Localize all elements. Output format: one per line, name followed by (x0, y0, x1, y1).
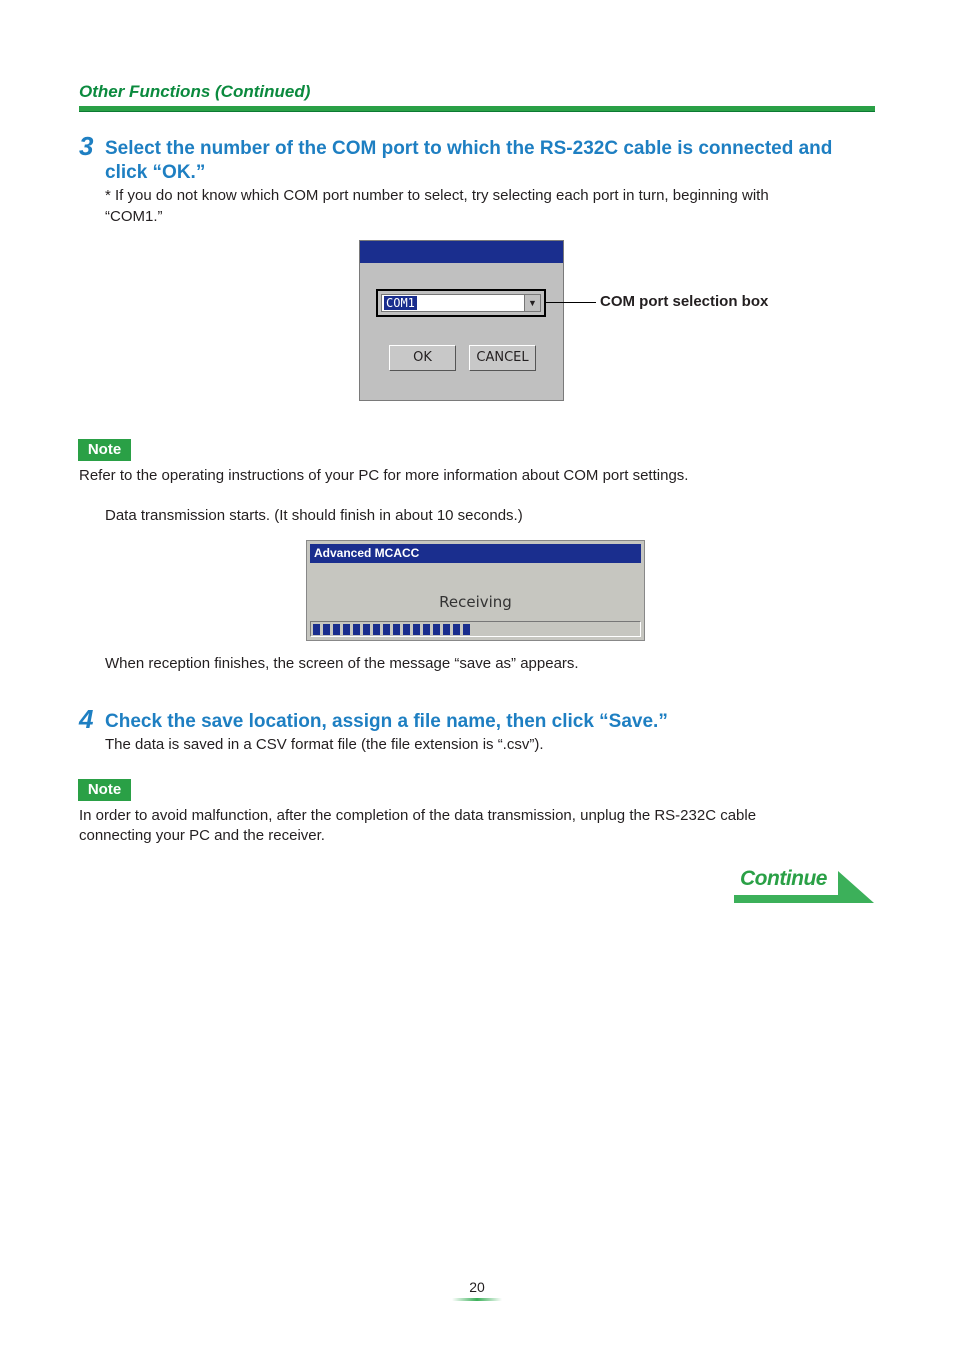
continue-bar (734, 895, 840, 903)
receiving-message: Receiving (439, 593, 512, 611)
header-rule (79, 106, 875, 112)
progress-segment (353, 624, 360, 635)
continue-arrow-icon (838, 871, 876, 904)
progress-bar (310, 621, 641, 637)
progress-segment (343, 624, 350, 635)
progress-segment (413, 624, 420, 635)
page-number-underline (452, 1298, 502, 1301)
page-number: 20 (469, 1279, 485, 1295)
dropdown-arrow-icon[interactable]: ▼ (524, 295, 540, 311)
progress-segment (393, 624, 400, 635)
note-badge: Note (78, 439, 131, 461)
com-port-dialog (359, 240, 564, 401)
progress-segment (423, 624, 430, 635)
progress-segment (383, 624, 390, 635)
progress-segment (443, 624, 450, 635)
ok-button[interactable]: OK (389, 345, 456, 371)
continue-label: Continue (740, 867, 827, 890)
com-port-selected-value: COM1 (386, 296, 415, 310)
progress-segment (453, 624, 460, 635)
step-4-heading: Check the save location, assign a file name, then click “Save.” (105, 711, 668, 732)
note-1-text: Refer to the operating instructions of your PC for more information about COM port settings. (79, 467, 689, 484)
transmission-text: Data transmission starts. (It should finish in about 10 seconds.) (105, 507, 523, 524)
com-port-selection-box (376, 289, 546, 317)
receiving-dialog-title: Advanced MCACC (310, 544, 641, 563)
progress-segment (463, 624, 470, 635)
receiving-dialog (306, 540, 645, 641)
progress-segment (433, 624, 440, 635)
progress-segment (373, 624, 380, 635)
com-port-callout-label: COM port selection box (600, 293, 769, 310)
note-2-text-line1: In order to avoid malfunction, after the completion of the data transmission, unplug the RS-232C cable (79, 807, 757, 824)
progress-segment (333, 624, 340, 635)
dialog-title-bar (360, 241, 563, 263)
com-port-dropdown[interactable] (381, 294, 541, 312)
reception-text: When reception finishes, the screen of the message “save as” appears. (105, 655, 579, 672)
step-4-number: 4 (79, 704, 94, 734)
step-3-number: 3 (79, 131, 94, 161)
step-3-heading-line1: Select the number of the COM port to which the RS-232C cable is connected and (105, 138, 833, 159)
progress-segment (323, 624, 330, 635)
step-4-text: The data is saved in a CSV format file (the file extension is “.csv”). (105, 736, 544, 753)
progress-segment (363, 624, 370, 635)
progress-segment (313, 624, 320, 635)
callout-leader-line (546, 302, 596, 303)
progress-segment (403, 624, 410, 635)
note-2-text-line2: connecting your PC and the receiver. (79, 827, 325, 844)
step-3-hint-line2: “COM1.” (105, 208, 163, 225)
cancel-button[interactable]: CANCEL (469, 345, 536, 371)
section-title: Other Functions (Continued) (79, 82, 311, 101)
step-3-hint-line1: * If you do not know which COM port number to select, try selecting each port in turn, beginning with (105, 187, 769, 204)
step-3-heading-line2: click “OK.” (105, 162, 206, 183)
note-badge: Note (78, 779, 131, 801)
